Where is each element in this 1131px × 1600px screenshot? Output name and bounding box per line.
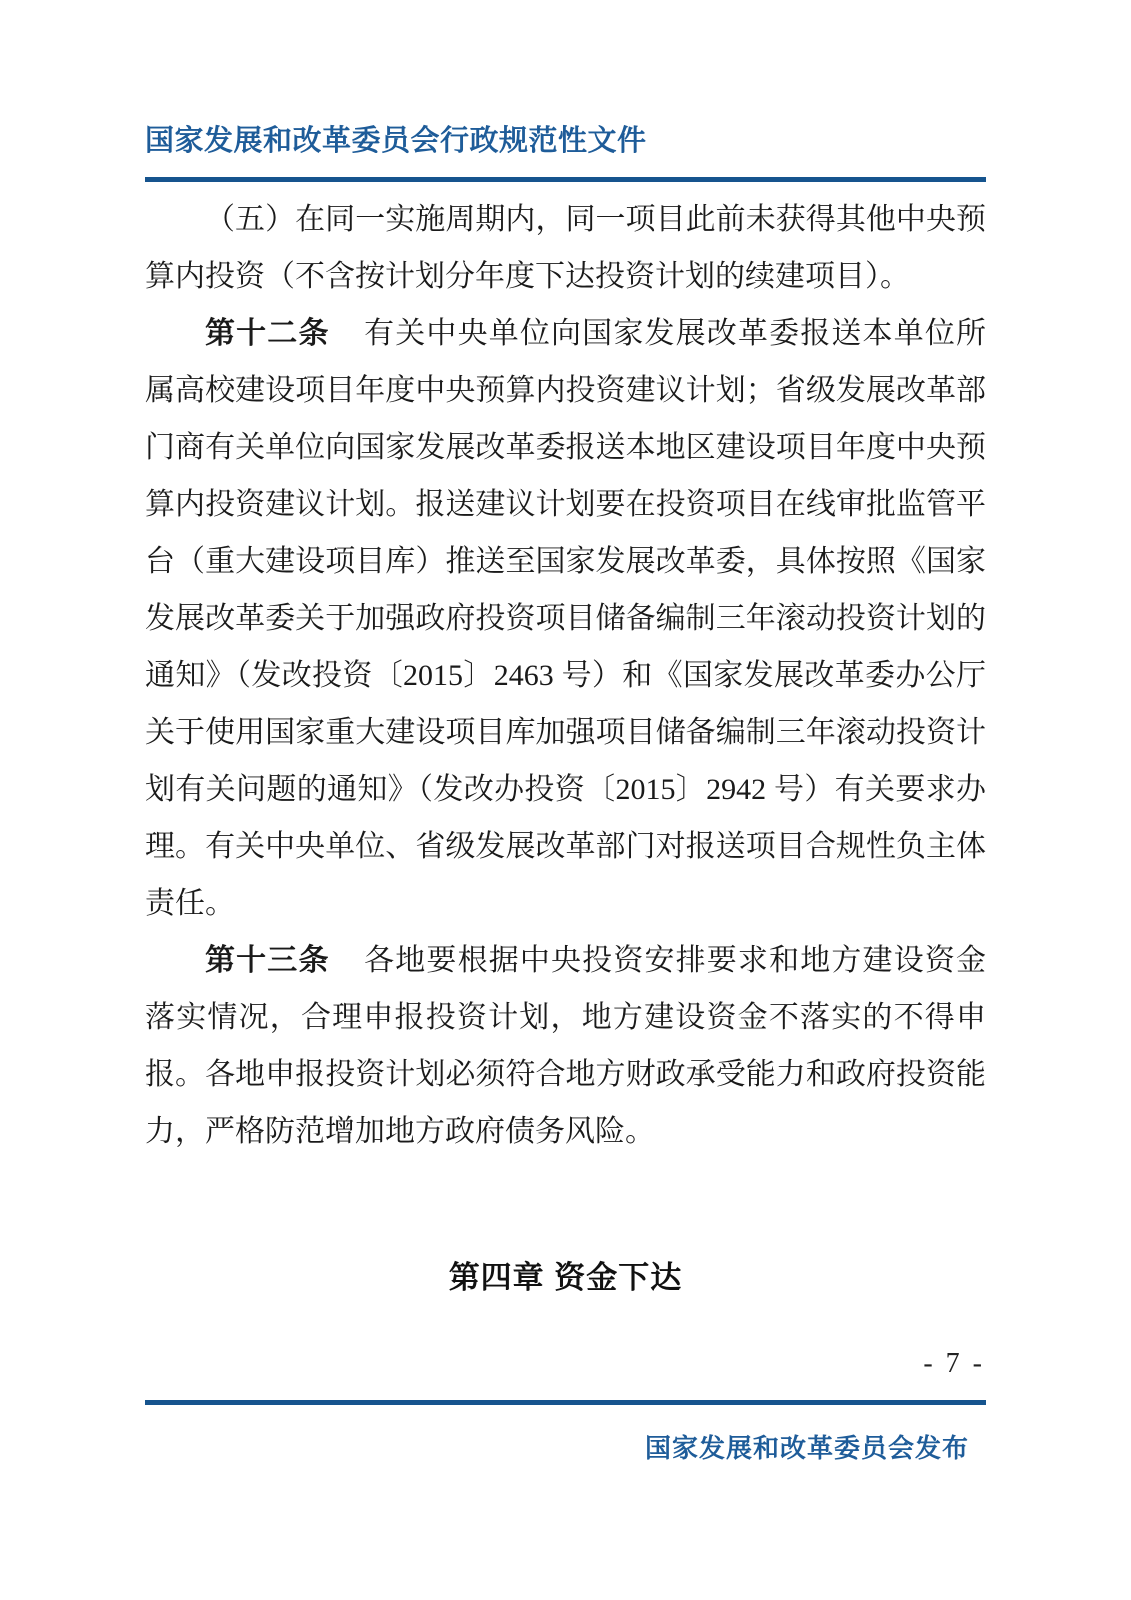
clause-5-text: （五）在同一实施周期内，同一项目此前未获得其他中央预算内投资（不含按计划分年度下达投资计划的续建项目）。 xyxy=(145,203,986,293)
page-number: - 7 - xyxy=(923,1348,985,1379)
header-divider xyxy=(145,177,986,182)
paragraph-article-12 xyxy=(145,305,986,932)
article-13-text: 各地要根据中央投资安排要求和地方建设资金落实情况，合理申报投资计划，地方建设资金不落实的不得申报。各地申报投资计划必须符合地方财政承受能力和政府投资能力，严格防范增加地方政府债务风险。 xyxy=(145,944,987,1148)
publisher-label: 国家发展和改革委员会发布 xyxy=(644,1433,969,1463)
document-body xyxy=(145,191,986,1160)
article-12-text: 有关中央单位向国家发展改革委报送本单位所属高校建设项目年度中央预算内投资建议计划；省级发展改革部门商有关单位向国家发展改革委报送本地区建设项目年度中央预算内投资建议计划。报送建议计划要在投资项目在线审批监管平台（重大建设项目库）推送至国家发展改革委，具体按照《国家发展改革委关于加强政府投资项目储备编制三年滚动投资计划的通知》（发改投资〔2015〕2463 号）和《国家发展改革委办公厅关于使用国家重大建设项目库加强项目储备编制三年滚动投资计划有关问题的通知》（发改办投资〔2015〕2942 号）有关要求办理。有关中央单位、省级发展改革部门对报送项目合规性负主体责任。 xyxy=(145,317,987,920)
article-12-label: 第十二条 xyxy=(205,317,330,350)
footer-divider xyxy=(145,1400,986,1405)
chapter-heading: 第四章 资金下达 xyxy=(448,1260,683,1295)
article-13-label: 第十三条 xyxy=(205,944,330,977)
paragraph-clause-5 xyxy=(145,191,986,305)
paragraph-article-13 xyxy=(145,932,986,1160)
header-title: 国家发展和改革委员会行政规范性文件 xyxy=(145,125,647,157)
